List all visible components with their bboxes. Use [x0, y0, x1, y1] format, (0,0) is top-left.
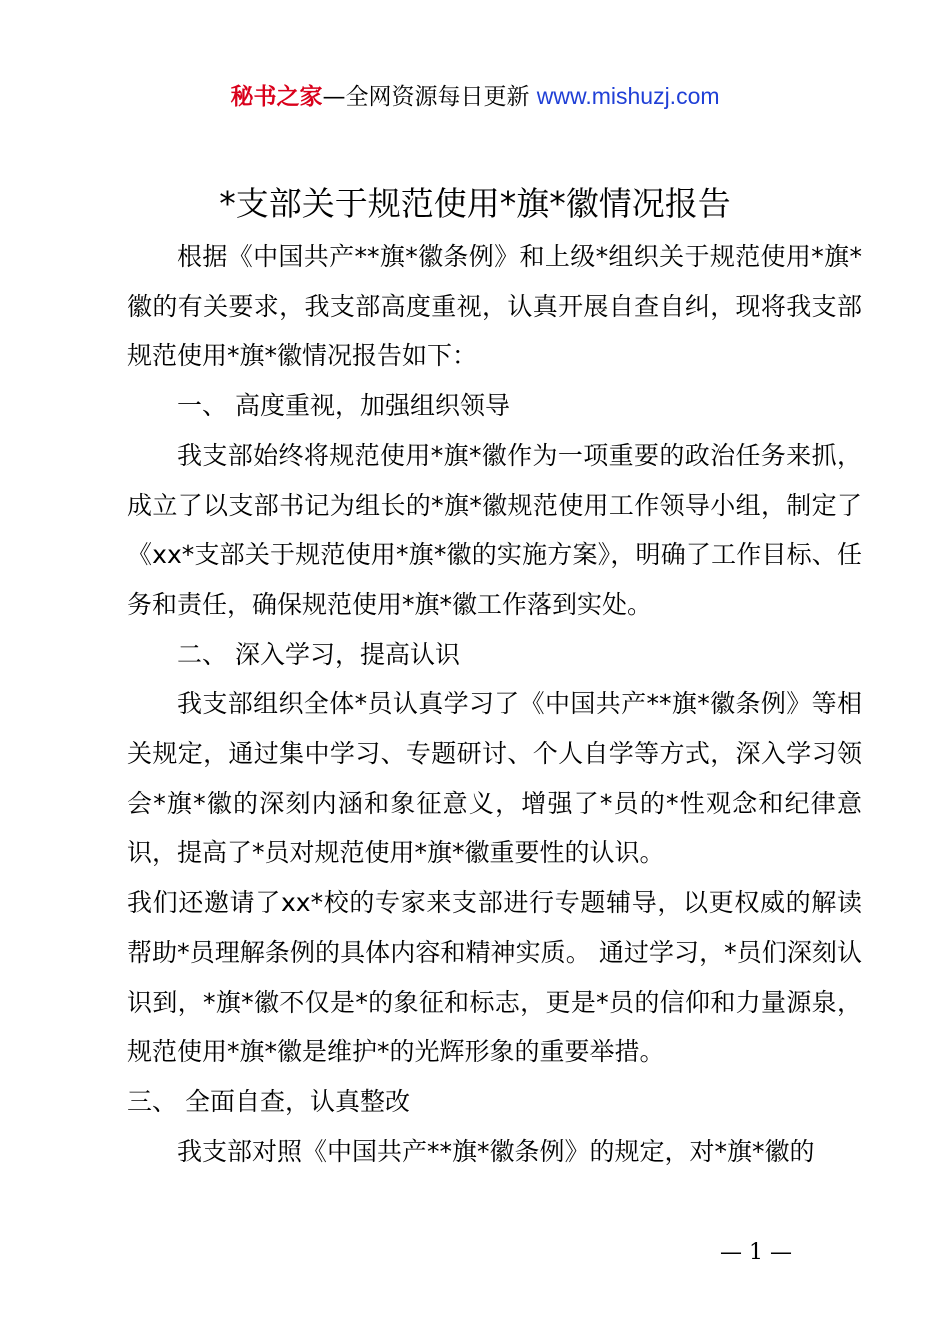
section-1-paragraph: 我支部始终将规范使用*旗*徽作为一项重要的政治任务来抓，成立了以支部书记为组长的*旗*徽规范使用工作领导小组，制定了《xx*支部关于规范使用*旗*徽的实施方案》，明确了工作目标、任务和责任，确保规范使用*旗*徽工作落到实处。 [127, 440, 862, 619]
section-heading-2: 二、 深入学习，提高认识 [177, 639, 460, 669]
page-number: — 1 — [720, 1240, 792, 1265]
brand-name: 秘书之家 [230, 84, 323, 110]
section-2-paragraph-continued: 我们还邀请了xx*校的专家来支部进行专题辅导，以更权威的解读帮助*员理解条例的具体内容和精神实质。 通过学习，*员们深刻认识到，*旗*徽不仅是*的象征和标志，更是*员的信仰和力量源泉，规范使用*旗*徽是维护*的光辉形象的重要举措。 [127, 888, 862, 1067]
header-tagline: —全网资源每日更新 [322, 84, 537, 110]
site-url-link[interactable]: www.mishuzj.com [536, 83, 720, 109]
section-2-paragraph: 我支部组织全体*员认真学习了《中国共产**旗*徽条例》等相关规定，通过集中学习、专题研讨、个人自学等方式，深入学习领会*旗*徽的深刻内涵和象征意义，增强了*员的*性观念和纪律意识，提高了*员对规范使用*旗*徽重要性的认识。 [127, 689, 862, 868]
document-title: *支部关于规范使用*旗*徽情况报告 [219, 184, 731, 223]
section-heading-1: 一、 高度重视，加强组织领导 [177, 391, 510, 421]
site-header [0, 80, 950, 113]
section-heading-3: 三、 全面自查，认真整改 [127, 1086, 410, 1116]
document-body [127, 232, 862, 1176]
intro-paragraph: 根据《中国共产**旗*徽条例》和上级*组织关于规范使用*旗*徽的有关要求，我支部高度重视，认真开展自查自纠，现将我支部规范使用*旗*徽情况报告如下： [127, 242, 862, 371]
section-3-paragraph: 我支部对照《中国共产**旗*徽条例》的规定，对*旗*徽的 [177, 1136, 815, 1166]
